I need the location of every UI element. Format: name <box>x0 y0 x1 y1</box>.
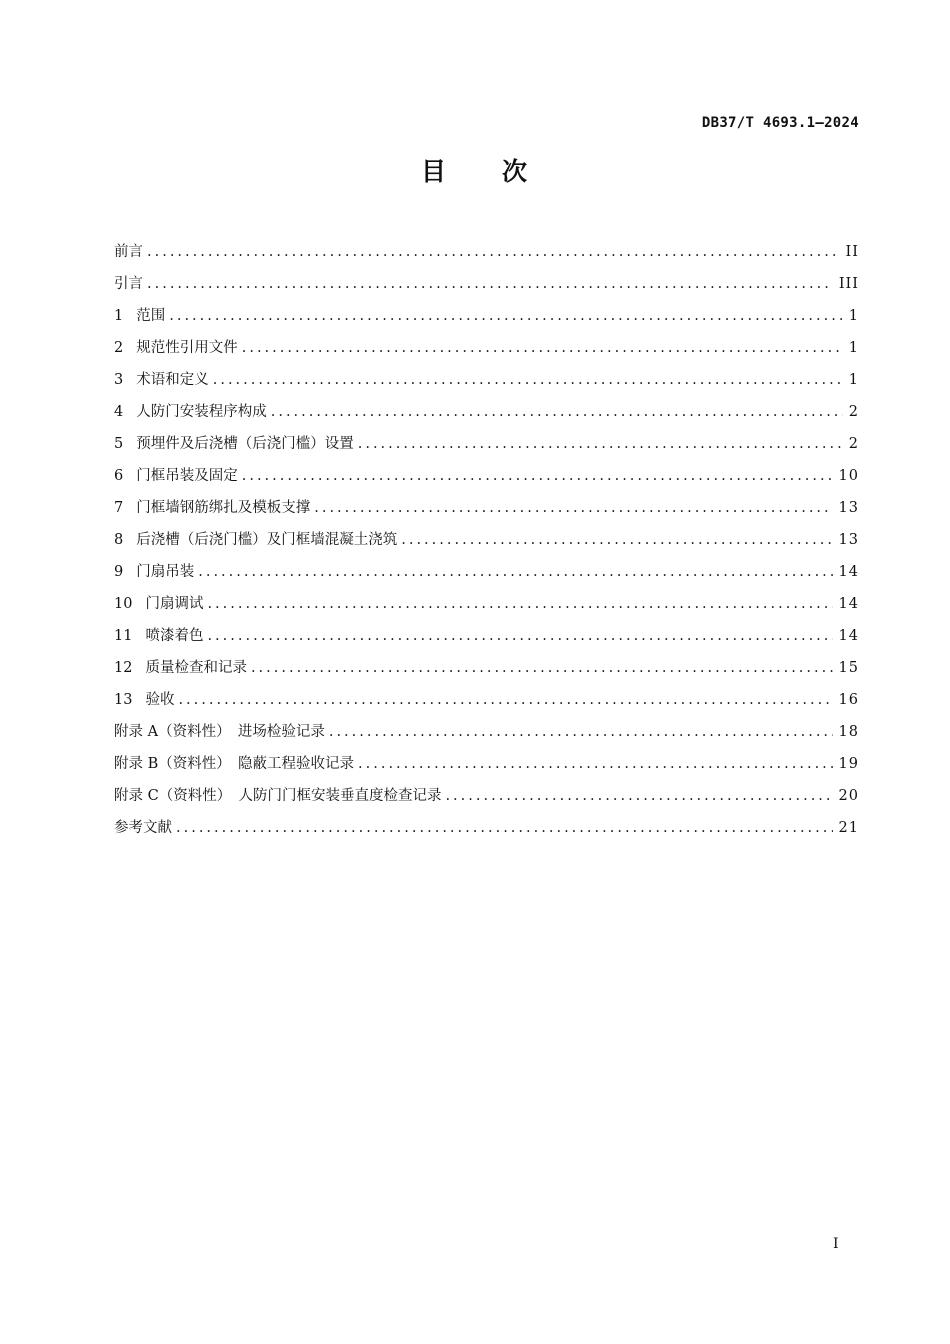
toc-page-number: 21 <box>838 820 859 836</box>
toc-page-number: 14 <box>838 628 859 644</box>
dot-leader <box>358 748 833 780</box>
dot-leader <box>207 620 832 652</box>
toc-title: 人防门安装程序构成 <box>136 404 267 420</box>
toc-title: 门扇调试 <box>145 596 204 612</box>
dot-leader <box>147 236 840 268</box>
toc-entry-leaf-adjustment[interactable] <box>114 588 859 620</box>
toc-page-number: 1 <box>848 372 859 388</box>
dot-leader <box>213 364 843 396</box>
toc-title: 预埋件及后浇槽（后浇门槛）设置 <box>136 436 354 452</box>
toc-page-number: 1 <box>848 340 859 356</box>
toc-number: 3 <box>114 372 124 388</box>
dot-leader <box>358 428 843 460</box>
dot-leader <box>242 332 843 364</box>
toc-number: 12 <box>114 660 133 676</box>
toc-page-number: 1 <box>848 308 859 324</box>
toc-page-number: 16 <box>838 692 859 708</box>
toc-entry-scope[interactable] <box>114 300 859 332</box>
toc-title: 附录 A（资料性） 进场检验记录 <box>114 724 325 740</box>
toc-number: 4 <box>114 404 124 420</box>
toc-page-number: 13 <box>838 500 859 516</box>
toc-page-number: 2 <box>848 404 859 420</box>
toc-title: 验收 <box>145 692 175 708</box>
toc-entry-normative-references[interactable] <box>114 332 859 364</box>
toc-title: 附录 C（资料性） 人防门门框安装垂直度检查记录 <box>114 788 442 804</box>
dot-leader <box>169 300 843 332</box>
dot-leader <box>329 716 833 748</box>
table-of-contents <box>114 236 859 844</box>
toc-entry-foreword[interactable] <box>114 236 859 268</box>
toc-number: 6 <box>114 468 124 484</box>
toc-page-number: 18 <box>838 724 859 740</box>
toc-entry-quality-inspection[interactable] <box>114 652 859 684</box>
toc-number: 9 <box>114 564 124 580</box>
toc-page-number: 2 <box>848 436 859 452</box>
toc-title: 参考文献 <box>114 820 172 836</box>
toc-entry-concrete-pouring[interactable] <box>114 524 859 556</box>
toc-entry-painting[interactable] <box>114 620 859 652</box>
toc-entry-appendix-a[interactable] <box>114 716 859 748</box>
toc-number: 2 <box>114 340 124 356</box>
toc-entry-installation-procedure[interactable] <box>114 396 859 428</box>
toc-page-number: 20 <box>838 788 859 804</box>
toc-page-number: 14 <box>838 564 859 580</box>
dot-leader <box>445 780 832 812</box>
toc-title: 范围 <box>136 308 166 324</box>
toc-number: 8 <box>114 532 124 548</box>
toc-entry-leaf-hoisting[interactable] <box>114 556 859 588</box>
page-title: 目 次 <box>420 157 529 186</box>
dot-leader <box>251 652 833 684</box>
toc-entry-appendix-b[interactable] <box>114 748 859 780</box>
dot-leader <box>314 492 832 524</box>
toc-page-number: 15 <box>838 660 859 676</box>
toc-page-number: II <box>845 244 859 260</box>
toc-entry-embedded-parts[interactable] <box>114 428 859 460</box>
toc-entry-acceptance[interactable] <box>114 684 859 716</box>
toc-number: 1 <box>114 308 124 324</box>
toc-number: 11 <box>114 628 133 644</box>
toc-title: 质量检查和记录 <box>145 660 247 676</box>
toc-entry-introduction[interactable] <box>114 268 859 300</box>
toc-title: 门扇吊装 <box>136 564 195 580</box>
toc-page-number: 19 <box>838 756 859 772</box>
dot-leader <box>198 556 832 588</box>
toc-title: 门框墙钢筋绑扎及模板支撑 <box>136 500 311 516</box>
toc-number: 10 <box>114 596 133 612</box>
toc-title: 后浇槽（后浇门槛）及门框墙混凝土浇筑 <box>136 532 398 548</box>
toc-number: 13 <box>114 692 133 708</box>
dot-leader <box>242 460 833 492</box>
document-code: DB37/T 4693.1—2024 <box>701 115 859 131</box>
toc-title: 附录 B（资料性） 隐蔽工程验收记录 <box>114 756 355 772</box>
toc-page-number: III <box>838 276 859 292</box>
toc-entry-rebar-formwork[interactable] <box>114 492 859 524</box>
dot-leader <box>176 812 833 844</box>
toc-entry-terms-definitions[interactable] <box>114 364 859 396</box>
dot-leader <box>401 524 832 556</box>
toc-entry-appendix-c[interactable] <box>114 780 859 812</box>
dot-leader <box>147 268 833 300</box>
toc-title: 术语和定义 <box>136 372 209 388</box>
toc-entry-frame-hoisting[interactable] <box>114 460 859 492</box>
toc-page-number: 10 <box>838 468 859 484</box>
toc-page-number: 14 <box>838 596 859 612</box>
dot-leader <box>207 588 832 620</box>
dot-leader <box>178 684 832 716</box>
page-number: I <box>833 1236 839 1252</box>
toc-title: 引言 <box>114 276 143 292</box>
toc-number: 5 <box>114 436 124 452</box>
toc-title: 喷漆着色 <box>145 628 204 644</box>
toc-title: 规范性引用文件 <box>136 340 238 356</box>
toc-title: 门框吊装及固定 <box>136 468 238 484</box>
toc-number: 7 <box>114 500 124 516</box>
toc-title: 前言 <box>114 244 143 260</box>
toc-page-number: 13 <box>838 532 859 548</box>
dot-leader <box>271 396 843 428</box>
toc-entry-bibliography[interactable] <box>114 812 859 844</box>
